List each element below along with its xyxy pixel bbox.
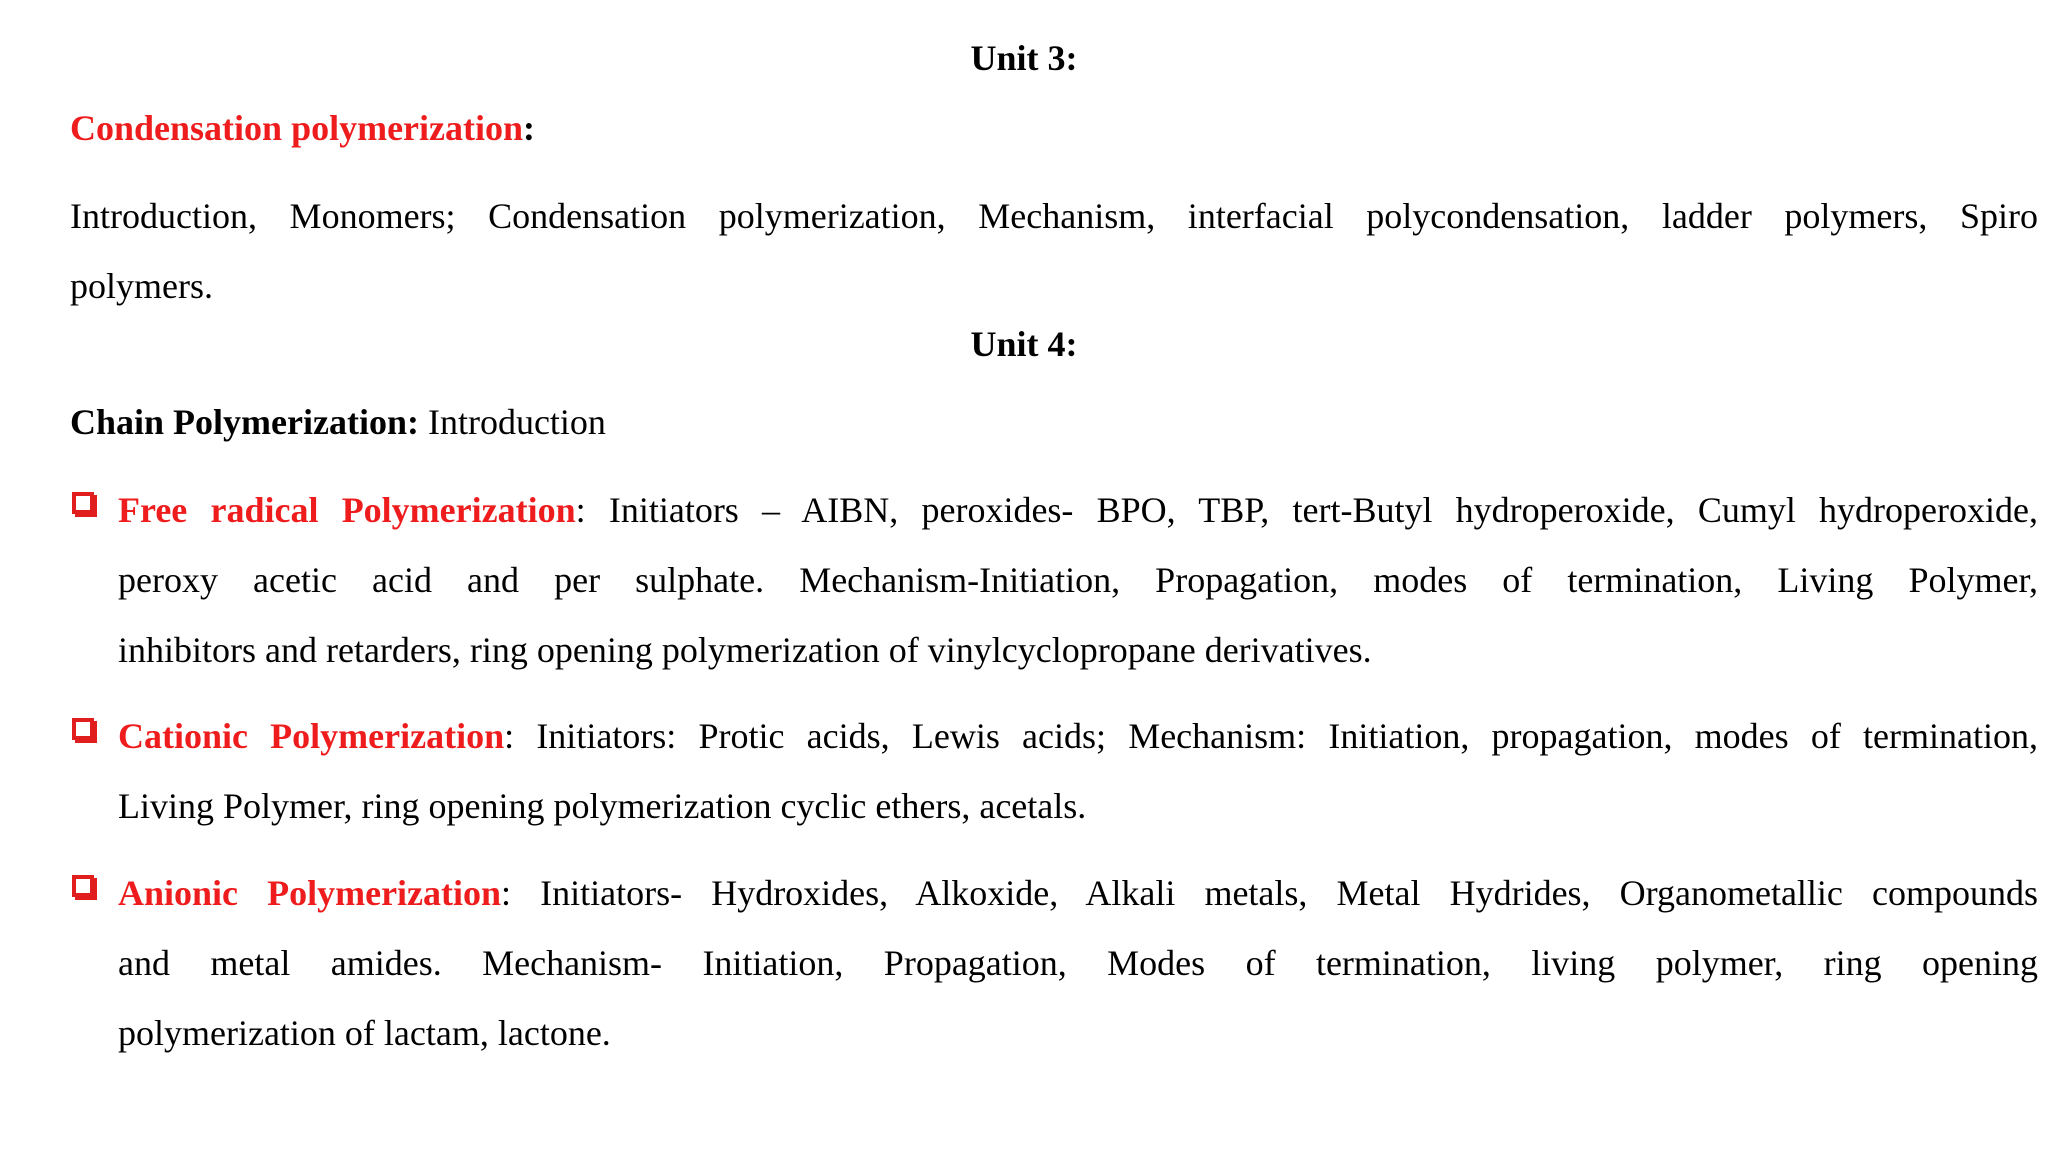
unit3-paragraph-line1: Introduction, Monomers; Condensation polymerization, Mechanism, interfacial polycondensation, ladder polymers, Spiro <box>70 196 2038 236</box>
free-radical-line1 <box>118 488 2038 532</box>
free-radical-line2: peroxy acetic acid and per sulphate. Mechanism-Initiation, Propagation, modes of termination, Living Polymer, <box>118 560 2038 600</box>
anionic-line2: and metal amides. Mechanism- Initiation, Propagation, Modes of termination, living polymer, ring opening <box>118 943 2038 983</box>
unit3-heading: Unit 3: <box>970 38 1078 78</box>
cationic-text1: : Initiators: Protic acids, Lewis acids; Mechanism: Initiation, propagation, modes of termination, <box>504 716 2038 756</box>
anionic-line1 <box>118 871 2038 915</box>
chain-polymerization-text: Introduction <box>418 402 606 442</box>
cationic-line1 <box>118 714 2038 758</box>
cationic-line2: Living Polymer, ring opening polymerization cyclic ethers, acetals. <box>118 786 1087 826</box>
unit4-heading: Unit 4: <box>970 324 1078 364</box>
unit3-title: Condensation polymerization <box>70 108 524 148</box>
anionic-text1: : Initiators- Hydroxides, Alkoxide, Alkali metals, Metal Hydrides, Organometallic compounds <box>501 873 2038 913</box>
chain-polymerization-line <box>70 400 606 444</box>
anionic-title: Anionic Polymerization <box>118 873 502 913</box>
checkbox-icon <box>72 875 94 897</box>
free-radical-title: Free radical Polymerization <box>118 490 576 530</box>
unit3-paragraph-line2: polymers. <box>70 266 213 306</box>
unit3-title-colon: : <box>523 108 536 148</box>
chain-polymerization-label: Chain Polymerization: <box>70 402 419 442</box>
cationic-title: Cationic Polymerization <box>118 716 505 756</box>
unit3-title-line <box>70 106 535 150</box>
free-radical-text1: : Initiators – AIBN, peroxides- BPO, TBP, tert-Butyl hydroperoxide, Cumyl hydroperoxide, <box>575 490 2038 530</box>
free-radical-line3: inhibitors and retarders, ring opening polymerization of vinylcyclopropane derivatives. <box>118 630 1372 670</box>
checkbox-icon <box>72 492 94 514</box>
checkbox-icon <box>72 718 94 740</box>
anionic-line3: polymerization of lactam, lactone. <box>118 1013 611 1053</box>
